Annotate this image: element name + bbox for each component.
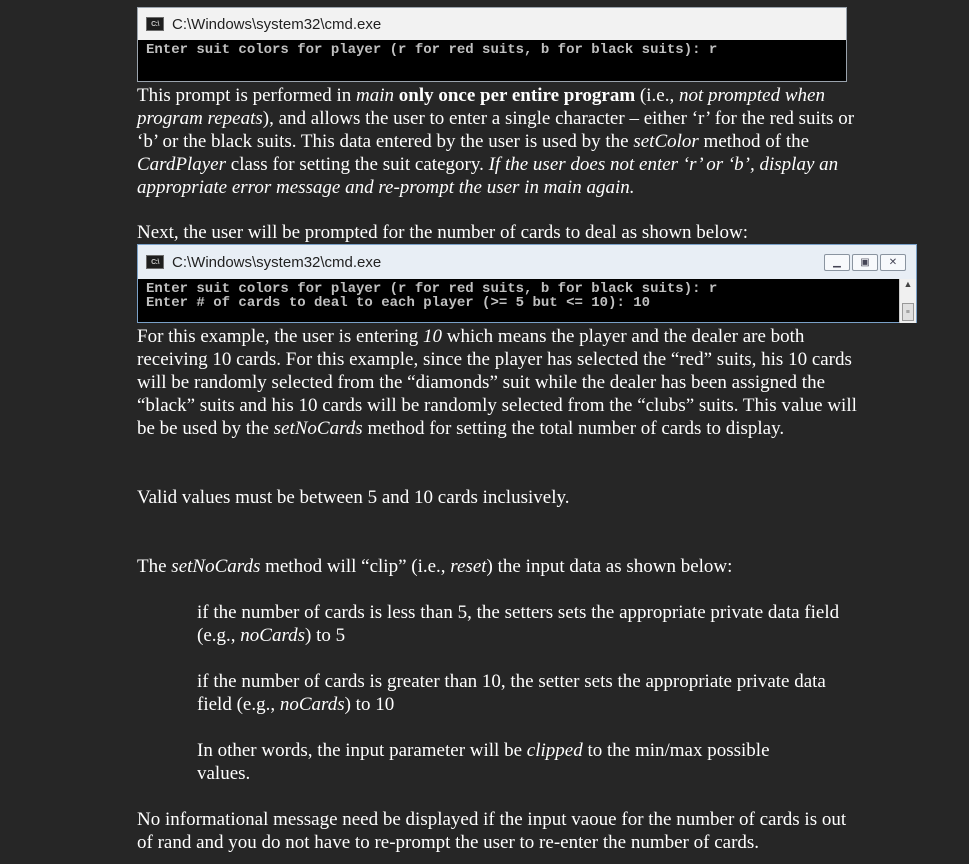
paragraph-valid-values: Valid values must be between 5 and 10 cards inclusively. bbox=[137, 487, 570, 508]
paragraph-clip: The setNoCards method will “clip” (i.e., reset) the input data as shown below: bbox=[137, 556, 733, 577]
cmd-icon: C:\ bbox=[146, 255, 164, 269]
cmd-icon: C:\ bbox=[146, 17, 164, 31]
console-line: Enter # of cards to deal to each player (>= 5 but <= 10): 10 bbox=[146, 295, 651, 311]
console-titlebar-2 bbox=[138, 245, 916, 279]
paragraph-next-prompt: Next, the user will be prompted for the number of cards to deal as shown below: bbox=[137, 222, 749, 243]
paragraph-no-message: No informational message need be displayed if the input vaoue for the number of cards is out of rand and you do not have to re-prompt the user to re-enter the number of cards. bbox=[137, 809, 847, 853]
rule-less-than-five: if the number of cards is less than 5, the setters sets the appropriate private data field (e.g., noCards) to 5 bbox=[197, 602, 840, 646]
rule-summary: In other words, the input parameter will be clipped to the min/max possible values. bbox=[197, 740, 770, 784]
console-scrollbar[interactable] bbox=[899, 279, 916, 323]
close-icon[interactable]: ✕ bbox=[880, 254, 906, 271]
console-line: Enter suit colors for player (r for red suits, b for black suits): r bbox=[146, 281, 718, 297]
console-output-2 bbox=[138, 279, 899, 323]
paragraph-prompt-description: This prompt is performed in main only once per entire program (i.e., not prompted when program repeats), and allows the user to enter a single character – either ‘r’ for the red suits or ‘b’ or the black suits. This data entered by the user is used by the setColor method of the CardPlayer class for setting the suit category. If the user does not enter ‘r’ or ‘b’, display an appropriate error message and re-prompt the user in main again. bbox=[137, 85, 855, 198]
console-window-1 bbox=[137, 7, 847, 82]
console-title-1: C:\Windows\system32\cmd.exe bbox=[172, 15, 382, 33]
scrollbar-thumb[interactable]: ≡ bbox=[902, 303, 914, 321]
paragraph-example: For this example, the user is entering 10 which means the player and the dealer are both receiving 10 cards. For this example, since the player has selected the “red” suits, his 10 cards will be randomly selected from the “diamonds” suit while the dealer has been assigned the “black” suits and his 10 cards will be randomly selected from the “clubs” suits. This value will be be used by the setNoCards method for setting the total number of cards to display. bbox=[137, 326, 857, 439]
console-window-2 bbox=[137, 244, 917, 323]
console-title-2: C:\Windows\system32\cmd.exe bbox=[172, 253, 382, 271]
console-line: Enter suit colors for player (r for red suits, b for black suits): r bbox=[146, 42, 718, 58]
window-controls bbox=[822, 254, 906, 271]
minimize-icon[interactable]: ▁ bbox=[824, 254, 850, 271]
rule-greater-than-ten: if the number of cards is greater than 10, the setter sets the appropriate private data field (e.g., noCards) to 10 bbox=[197, 671, 826, 715]
maximize-icon[interactable]: ▣ bbox=[852, 254, 878, 271]
console-titlebar-1 bbox=[138, 8, 846, 40]
console-output-1 bbox=[138, 40, 846, 60]
scroll-up-icon[interactable]: ▲ bbox=[903, 279, 913, 289]
